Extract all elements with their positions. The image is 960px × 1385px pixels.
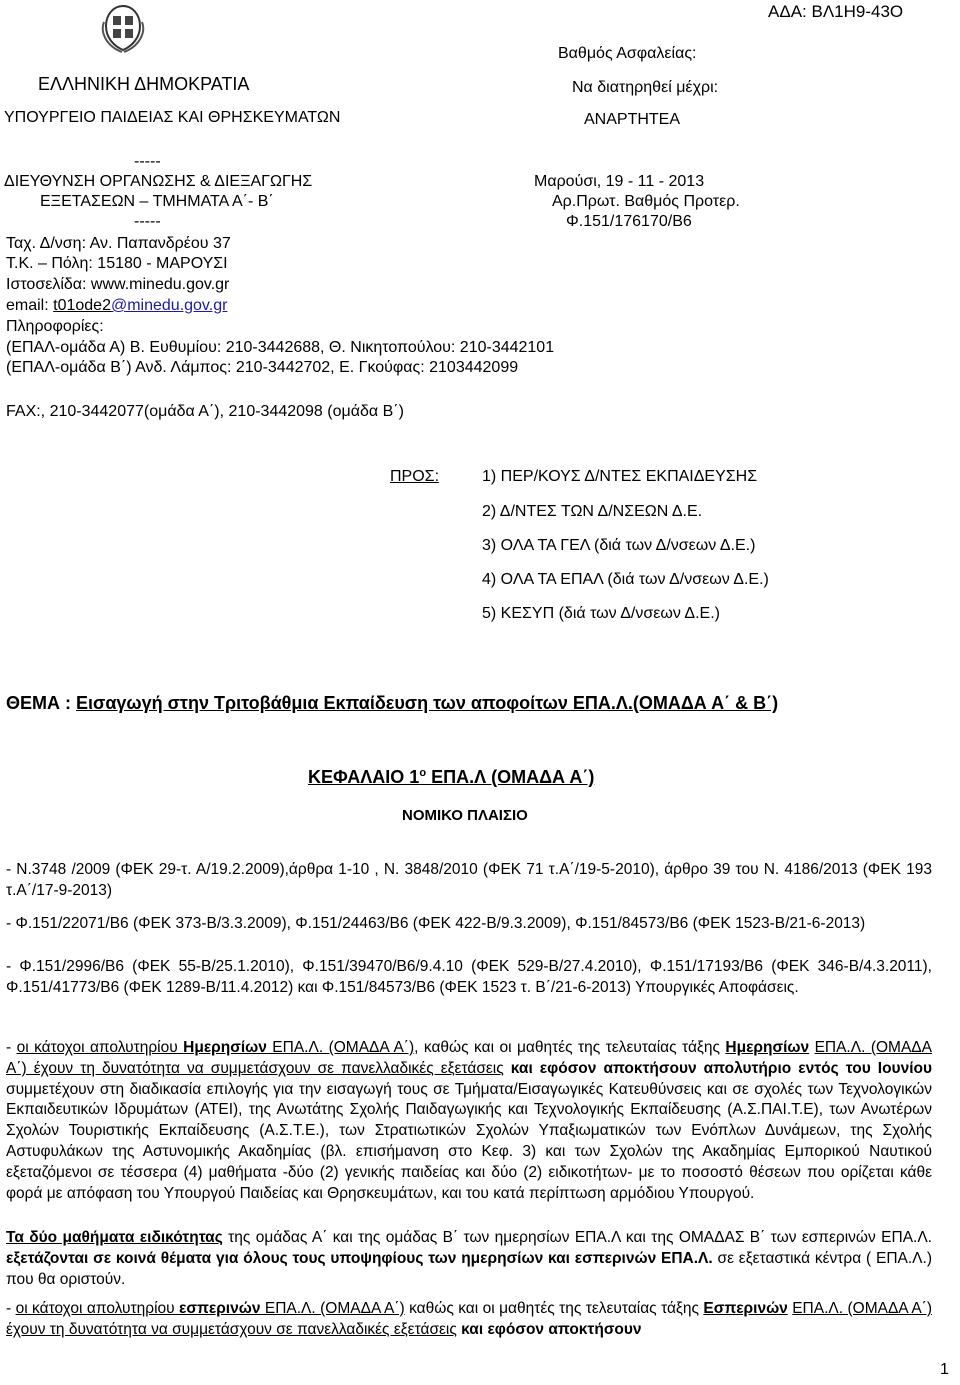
publish-status: ΑΝΑΡΤΗΤΕΑ [584, 111, 681, 128]
recipient-item: 4) ΟΛΑ ΤΑ ΕΠΑΛ (διά των Δ/νσεων Δ.Ε.) [482, 571, 769, 588]
reference-number: Φ.151/176170/Β6 [566, 213, 692, 230]
subject-text: Εισαγωγή στην Τριτοβάθμια Εκπαίδευση των αποφοίτων ΕΠΑ.Λ.(ΟΜΑΔΑ Α΄ & Β΄) [76, 693, 779, 713]
recipient-item: 2) Δ/ΝΤΕΣ ΤΩΝ Δ/ΝΣΕΩΝ Δ.Ε. [482, 503, 703, 520]
fax-line: FAX:, 210-3442077(ομάδα Α΄), 210-3442098 (ομάδα Β΄) [6, 403, 404, 420]
ministry-name: ΥΠΟΥΡΓΕΙΟ ΠΑΙΔΕΙΑΣ ΚΑΙ ΘΡΗΣΚΕΥΜΑΤΩΝ [4, 109, 341, 126]
paragraph-day-epal: - οι κάτοχοι απολυτηρίου Ημερησίων ΕΠΑ.Λ. (ΟΜΑΔΑ Α΄), καθώς και οι μαθητές της τελευταίας τάξης Ημερησίων ΕΠΑ.Λ. (ΟΜΑΔΑ Α΄) έχουν τη δυνατότητα να συμμετάσχουν σε πανελλαδικές εξετάσεις και εφόσον αποκτήσουν απολυτήριο εντός του Ιουνίου συμμετέχουν στη διαδικασία επιλογής για την εισαγωγή τους σε Τμήματα/Εισαγωγικές Κατευθύνσεις και σε σχολές των Τεχνολογικών Εκπαιδευτικών Ιδρυμάτων (ΑΤΕΙ), της Ανωτάτης Σχολής Παιδαγωγικής και Τεχνολογικής Εκπαίδευσης (Α.Σ.ΠΑΙ.Τ.Ε), των Ανωτέρων Σχολών Τουριστικής Εκπαίδευσης (Α.Σ.Τ.Ε.), των Στρατιωτικών Σχολών Υπαξιωματικών των Ενόπλων Δυνάμεων, της Σχολής Αστυφυλάκων της Αστυνομικής Ακαδημίας (βλ. επισήμανση στο Κεφ. 3) και των Σχολών της Ακαδημίας Εμπορικού Ναυτικού εξεταζόμενοι σε τέσσερα (4) μαθήματα -δύο (2) γενικής παιδείας και δύο (2) ειδικοτήτων- με το ποσοστό θέσεων που ορίζεται κάθε φορά με απόφαση του Υπουργού Παιδείας και Θρησκευμάτων, και του κατά περίπτωση αρμόδιου Υπουργού. [6, 1039, 933, 1202]
keep-until: Να διατηρηθεί μέχρι: [572, 79, 719, 96]
recipient-item: 3) ΟΛΑ ΤΑ ΓΕΛ (διά των Δ/νσεων Δ.Ε.) [482, 537, 756, 554]
department-name: ΕΞΕΤΑΣΕΩΝ – ΤΜΗΜΑΤΑ Α΄- Β΄ [40, 193, 274, 210]
email-domain-link[interactable]: @minedu.gov.gr [110, 297, 228, 314]
email-user[interactable]: t01ode2 [53, 297, 111, 314]
separator: ----- [134, 213, 161, 230]
legal-decisions-1: - Φ.151/22071/Β6 (ΦΕΚ 373-Β/3.3.2009), Φ.151/24463/Β6 (ΦΕΚ 422-Β/9.3.2009), Φ.151/84573/Β6 (ΦΕΚ 1523-Β/21-6-2013) [6, 915, 866, 932]
directorate-name: ΔΙΕΥΘΥΝΣΗ ΟΡΓΑΝΩΣΗΣ & ΔΙΕΞΑΓΩΓΗΣ [4, 173, 313, 190]
protocol-label: Αρ.Πρωτ. Βαθμός Προτερ. [552, 193, 740, 210]
recipient-item: 1) ΠΕΡ/ΚΟΥΣ Δ/ΝΤΕΣ ΕΚΠΑΙΔΕΥΣΗΣ [482, 468, 758, 485]
paragraph-evening-epal: - οι κάτοχοι απολυτηρίου εσπερινών ΕΠΑ.Λ. (ΟΜΑΔΑ Α΄) καθώς και οι μαθητές της τελευταίας τάξης Εσπερινών ΕΠΑ.Λ. (ΟΜΑΔΑ Α΄) έχουν τη δυνατότητα να συμμετάσχουν σε πανελλαδικές εξετάσεις και εφόσον αποκτήσουν [6, 1300, 932, 1338]
subject-line: ΘΕΜΑ : Εισαγωγή στην Τριτοβάθμια Εκπαίδευση των αποφοίτων ΕΠΑ.Λ.(ΟΜΑΔΑ Α΄ & Β΄) [6, 693, 779, 713]
postal-address: Ταχ. Δ/νση: Αν. Παπανδρέου 37 [6, 235, 231, 252]
country-name: ΕΛΛΗΝΙΚΗ ΔΗΜΟΚΡΑΤΙΑ [38, 74, 250, 94]
info-group-a: (ΕΠΑΛ-ομάδα Α) Β. Ευθυμίου: 210-3442688, Θ. Νικητοπούλου: 210-3442101 [6, 339, 555, 356]
greek-coat-of-arms-icon [98, 2, 148, 54]
chapter-subtitle: ΝΟΜΙΚΟ ΠΛΑΙΣΙΟ [402, 807, 528, 824]
website-link[interactable]: minedu.gov.gr [129, 276, 230, 293]
ada-code: ΑΔΑ: ΒΛ1Η9-43Ο [768, 2, 904, 21]
security-level: Βαθμός Ασφαλείας: [558, 45, 697, 62]
info-label: Πληροφορίες: [6, 318, 104, 335]
paragraph-specialty-courses: Τα δύο μαθήματα ειδικότητας της ομάδας Α΄ και της ομάδας Β΄ των ημερησίων ΕΠΑ.Λ και της ΟΜΑΔΑΣ Β΄ των εσπερινών ΕΠΑ.Λ. εξετάζονται σε κοινά θέματα για όλους τους υποψηφίους των ημερησίων και εσπερινών ΕΠΑ.Λ. σε εξεταστικά κέντρα ( ΕΠΑ.Λ.) που θα οριστούν. [6, 1229, 932, 1288]
recipients-label: ΠΡΟΣ: [390, 468, 440, 485]
email-line: email: t01ode2@minedu.gov.gr [6, 297, 228, 314]
website-line: Ιστοσελίδα: www.minedu.gov.gr [6, 276, 230, 293]
chapter-title: ΚΕΦΑΛΑΙΟ $1^o$ ΕΠΑ.Λ (ΟΜΑΔΑ Α΄) [308, 767, 595, 787]
page-number: 1 [940, 1361, 949, 1378]
postcode-city: Τ.Κ. – Πόλη: 15180 - ΜΑΡΟΥΣΙ [6, 255, 228, 272]
recipient-item: 5) ΚΕΣΥΠ (διά των Δ/νσεων Δ.Ε.) [482, 605, 720, 622]
document-date: Μαρούσι, 19 - 11 - 2013 [534, 173, 705, 190]
legal-decisions-2: - Φ.151/2996/Β6 (ΦΕΚ 55-Β/25.1.2010), Φ.151/39470/Β6/9.4.10 (ΦΕΚ 529-Β/27.4.2010), Φ.151/17193/Β6 (ΦΕΚ 346-Β/4.3.2011), Φ.151/41773/Β6 (ΦΕΚ 1289-Β/11.4.2012) και Φ.151/84573/Β6 (ΦΕΚ 1523 τ. Β΄/21-6-2013) Υπουργικές Αποφάσεις. [6, 958, 932, 996]
info-group-b: (ΕΠΑΛ-ομάδα Β΄) Ανδ. Λάμπος: 210-3442702, Ε. Γκούφας: 2103442099 [6, 359, 519, 376]
legal-laws: - Ν.3748 /2009 (ΦΕΚ 29-τ. Α/19.2.2009),άρθρα 1-10 , Ν. 3848/2010 (ΦΕΚ 71 τ.Α΄/19-5-2010), άρθρο 39 του Ν. 4186/2013 (ΦΕΚ 193 τ.Α΄/17-9-2013) [6, 861, 932, 899]
separator: ----- [134, 153, 161, 170]
